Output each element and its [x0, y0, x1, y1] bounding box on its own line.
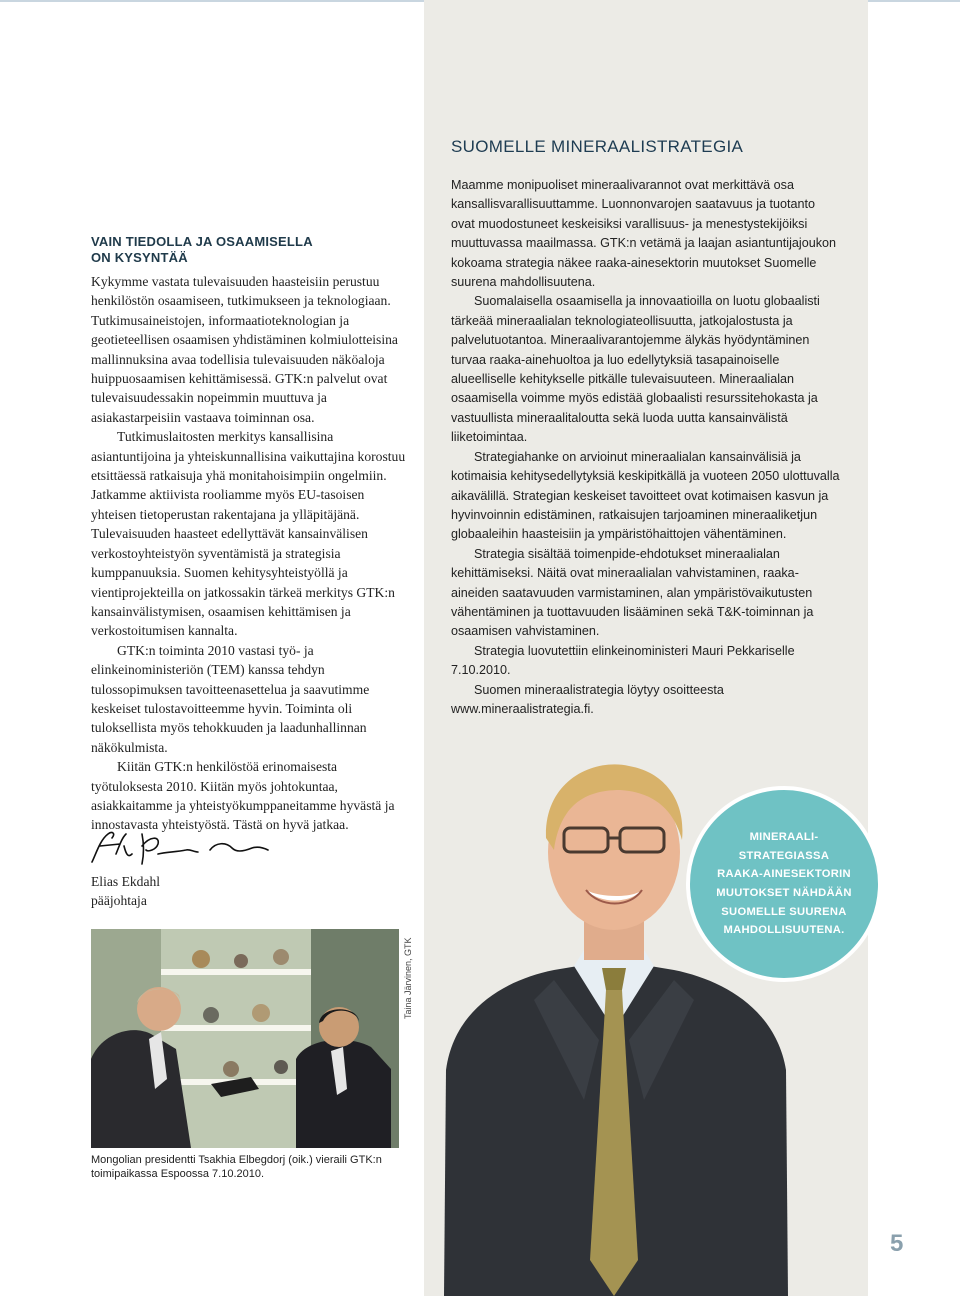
right-paragraph: Maamme monipuoliset mineraalivarannot ovat merkittävä osa kansallisvarallisuuttamme. Luonnonvarojen saatavuus ja tuotanto ovat muodostuneet keskeisiksi varallisuus- ja menestystekijöiksi muuttuvassa maailmassa. GTK:n vetämä ja laajan asiantuntijajoukon kokoama strategia näkee raaka-ainesektorin muutokset Suomelle suurena mahdollisuutena.	[451, 178, 837, 290]
signer-name: Elias Ekdahl	[91, 874, 161, 889]
visit-photo-illustration	[91, 929, 399, 1148]
callout-line: SUOMELLE SUURENA	[721, 905, 847, 918]
right-paragraph: Suomen mineraalistrategia löytyy osoitteesta www.mineraalistrategia.fi.	[451, 682, 724, 716]
handwritten-signature	[86, 824, 276, 872]
photo-credit	[402, 929, 416, 1019]
photo-caption: Mongolian presidentti Tsakhia Elbegdorj (oik.) vieraili GTK:n toimipaikassa Espoossa 7.10.2010.	[91, 1154, 382, 1180]
signer-title: pääjohtaja	[91, 893, 147, 909]
left-paragraph: Tutkimuslaitosten merkitys kansallisina asiantuntijoina ja yhteiskunnallisina vaikuttajina korostuu etsittäessä ratkaisuja yhä monitahoisimpiin ongelmiin. Jatkamme aktiivista rooliamme myös EU-tasoisen yhteisen tietoperustan rakentajana ja ylläpitäjänä. Tulevaisuuden haasteet edellyttävät kansainvälisen verkostoyhteistyön syventämistä ja strategisia kumppanuuksia. Suomen kehitysyhteistyöllä ja vientiprojekteilla on jatkossakin tärkeä merkitys GTK:n kansainvälistymisen, osaamisen kehittämisen ja verkostoitumisen kannalta.	[91, 429, 406, 639]
left-heading-line: ON KYSYNTÄÄ	[91, 250, 188, 265]
left-signer	[91, 872, 160, 911]
right-paragraph: Strategia luovutettiin elinkeinoministeri Mauri Pekkariselle 7.10.2010.	[451, 643, 795, 678]
right-paragraph: Strategiahanke on arvioinut mineraalialan kansainvälisiä ja kotimaisia kehitysedellytyksiä keskipitkällä ja vuoteen 2050 ulottuvalla aikavälillä. Strategian keskeiset tavoitteet ovat kotimaisen kasvun ja hyvinvoinnin edistäminen, ratkaisujen tarjoaminen mineraaliketjun globaaleihin haasteisiin ja ympäristöhaittojen vähentäminen.	[451, 449, 840, 542]
left-paragraph: Kiitän GTK:n henkilöstöä erinomaisesta työtuloksesta 2010. Kiitän myös johtokuntaa, asiakkaitamme ja yhteistyökumppaneitamme hyvästä ja innostavasta yhteistyöstä. Tästä on hyvä jatkaa.	[91, 759, 395, 833]
page-number: 5	[890, 1230, 904, 1257]
callout-circle	[686, 786, 882, 982]
left-paragraph: GTK:n toiminta 2010 vastasi työ- ja elinkeinoministeriön (TEM) kanssa tehdyn tulossopimuksen tavoitteenasettelua ja saavutimme keskeiset tulostavoitteemme hyvin. Toiminta oli tuloksellista myös tehokkuuden ja laadunhallinnan näkökulmista.	[91, 642, 370, 755]
left-heading	[91, 234, 421, 266]
visit-photo	[91, 929, 399, 1148]
callout-line: RAAKA-AINESEKTORIN	[717, 868, 851, 881]
callout-text	[709, 828, 859, 940]
left-paragraph: Kykymme vastata tulevaisuuden haasteisiin perustuu henkilöstön osaamiseen, tutkimukseen ja teknologiaan. Tutkimusaineistojen, informaatioteknologian ja geotieteellisen osaamisen yhdistäminen kolmiulotteisina mallinnuksina avaa todellisia tulevaisuuden näköaloja huippuosaamisen kehittämisessä. GTK:n palvelut ovat tulevaisuudessakin nopeimmin muuttuva ja asiakastarpeisiin vastaava toiminnan osa.	[91, 274, 398, 425]
callout-line: MAHDOLLISUUTENA.	[723, 924, 845, 937]
callout-line: STRATEGIASSA	[738, 849, 830, 862]
left-body-text	[91, 272, 411, 835]
callout-line: MUUTOKSET NÄHDÄÄN	[716, 887, 852, 899]
photo-credit-text: Taina Järvinen, GTK	[403, 937, 413, 1019]
left-heading-line: VAIN TIEDOLLA JA OSAAMISELLA	[91, 234, 313, 249]
right-paragraph: Strategia sisältää toimenpide-ehdotukset mineraalialan kehittämiseksi. Näitä ovat mineraalialan vahvistaminen, raaka-aineiden saatavuuden varmistaminen, alan ympäristövaikutusten vähentäminen ja tuottavuuden lisääminen sekä T&K-toiminnan ja osaamisen vahvistaminen.	[451, 546, 814, 639]
right-heading: SUOMELLE MINERAALISTRATEGIA	[451, 137, 744, 156]
right-paragraph: Suomalaisella osaamisella ja innovaatioilla on luotu globaalisti tärkeää mineraalialan teknologiateollisuutta, jatkojalostusta ja palvelutuotantoa. Mineraalivarantojemme älykäs hyödyntäminen turvaa raaka-ainehuoltoa ja luo edellytyksiä tasapainoiselle alueelliselle kehitykselle pitkälle tulevaisuuteen. Mineraalialan osaamisella voimme myös edistää globaalisti resurssitehokasta ja vastuullista mineraalitaloutta sekä luoda uutta kansainvälistä liiketoimintaa.	[451, 294, 820, 445]
callout-line: MINERAALI-	[749, 831, 819, 844]
right-body-text	[451, 176, 841, 719]
